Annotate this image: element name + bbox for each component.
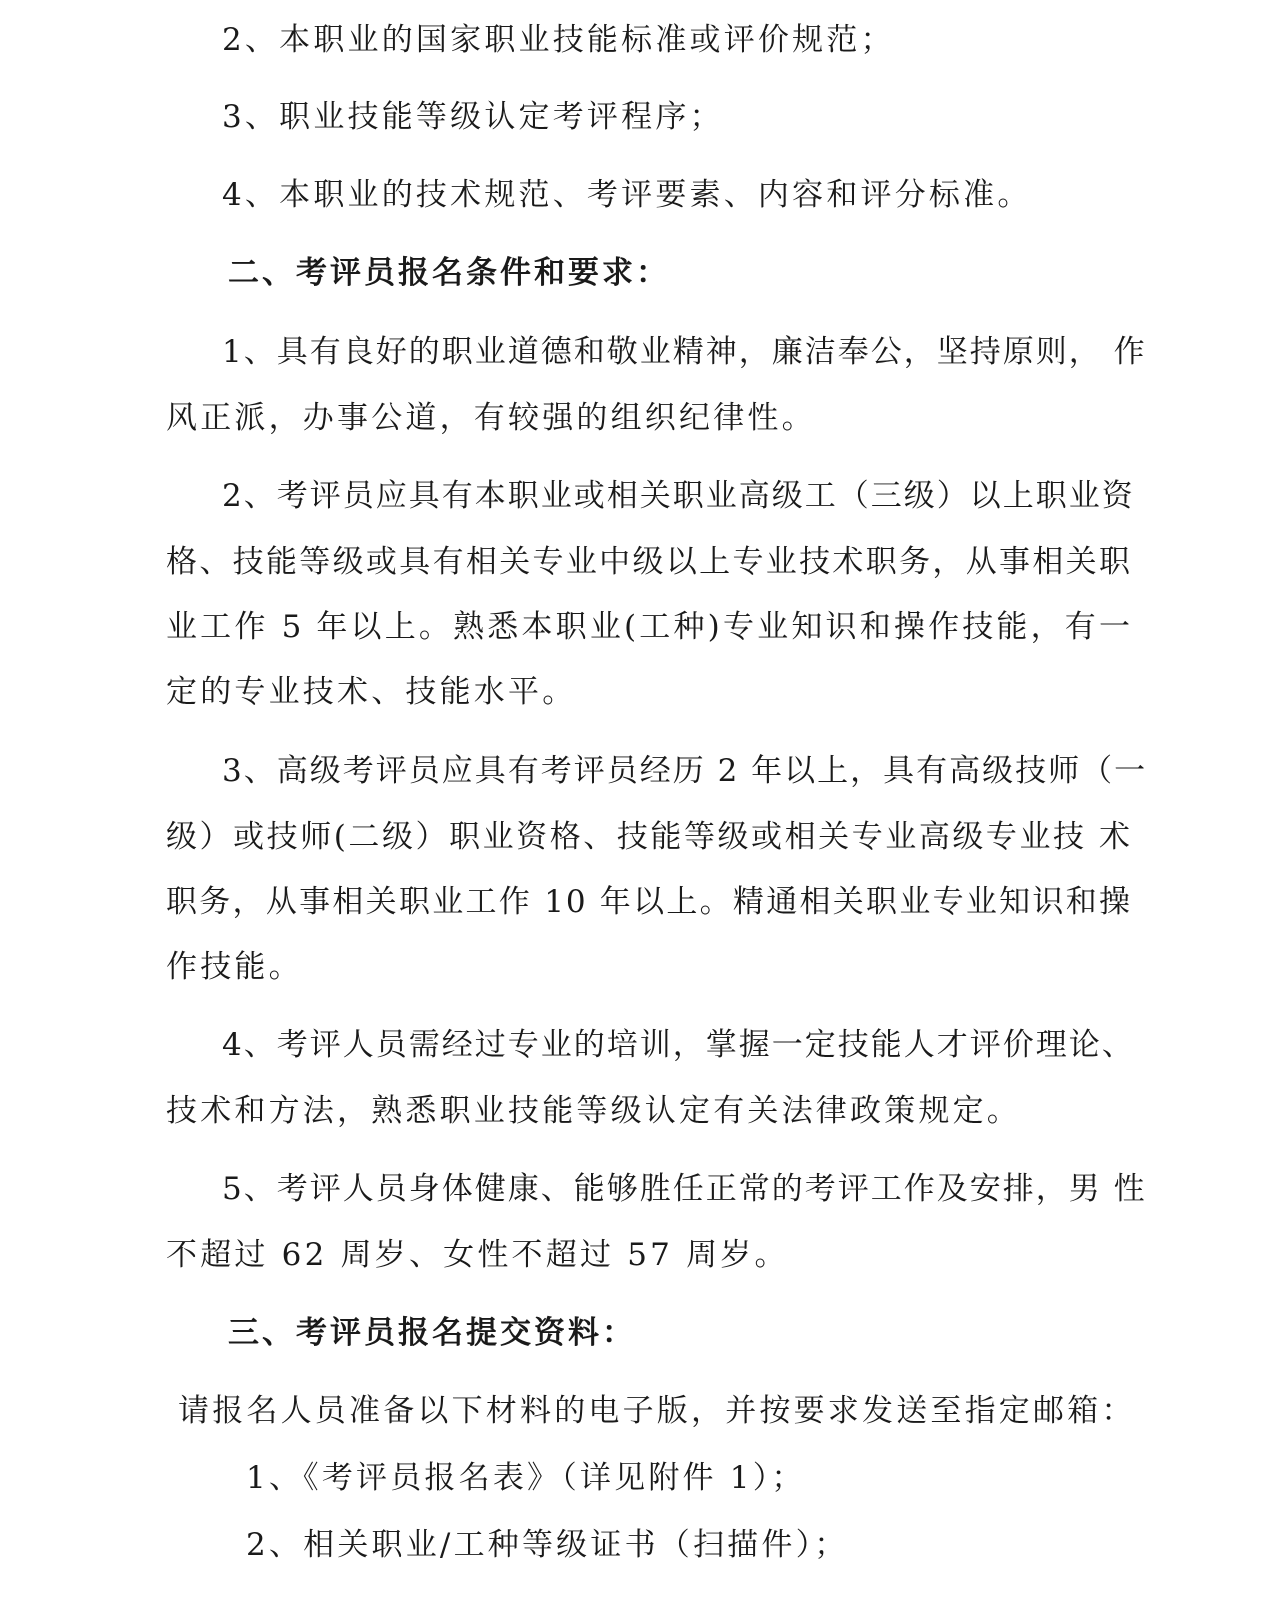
paragraph-line: 职务，从事相关职业工作 10 年以上。精通相关职业专业知识和操 [166, 884, 1132, 920]
list-item-certificate: 2、相关职业/工种等级证书（扫描件）； [246, 1527, 849, 1563]
paragraph-line: 格、技能等级或具有相关专业中级以上专业技术职务，从事相关职 [166, 544, 1132, 580]
list-item-application-form: 1、《考评员报名表》（详见附件 1）； [246, 1460, 806, 1496]
paragraph-line: 3、高级考评员应具有考评员经历 2 年以上，具有高级技师（一 [222, 753, 1148, 789]
section-heading-requirements: 二、考评员报名条件和要求： [228, 255, 670, 291]
paragraph-line: 定的专业技术、技能水平。 [166, 674, 577, 710]
section-heading-materials: 三、考评员报名提交资料： [228, 1315, 636, 1351]
paragraph-line: 作技能。 [166, 949, 303, 985]
paragraph-line: 2、考评员应具有本职业或相关职业高级工（三级）以上职业资 [222, 478, 1135, 514]
paragraph-line: 业工作 5 年以上。熟悉本职业(工种)专业知识和操作技能，有一 [166, 609, 1132, 645]
paragraph-line: 风正派，办事公道，有较强的组织纪律性。 [166, 400, 816, 436]
paragraph-line: 5、考评人员身体健康、能够胜任正常的考评工作及安排，男 性 [222, 1171, 1147, 1207]
paragraph-line: 级）或技师(二级）职业资格、技能等级或相关专业高级专业技 术 [166, 819, 1132, 855]
list-item-technical-spec: 4、本职业的技术规范、考评要素、内容和评分标准。 [222, 177, 1032, 213]
paragraph-line: 不超过 62 周岁、女性不超过 57 周岁。 [166, 1237, 789, 1273]
paragraph-line: 技术和方法，熟悉职业技能等级认定有关法律政策规定。 [166, 1093, 1021, 1129]
paragraph-line: 请报名人员准备以下材料的电子版，并按要求发送至指定邮箱： [178, 1393, 1136, 1429]
paragraph-line: 4、考评人员需经过专业的培训，掌握一定技能人才评价理论、 [222, 1027, 1135, 1063]
list-item-standard: 2、本职业的国家职业技能标准或评价规范； [222, 22, 895, 58]
paragraph-line: 1、具有良好的职业道德和敬业精神，廉洁奉公，坚持原则， 作 [222, 334, 1147, 370]
list-item-procedure: 3、职业技能等级认定考评程序； [222, 99, 724, 135]
